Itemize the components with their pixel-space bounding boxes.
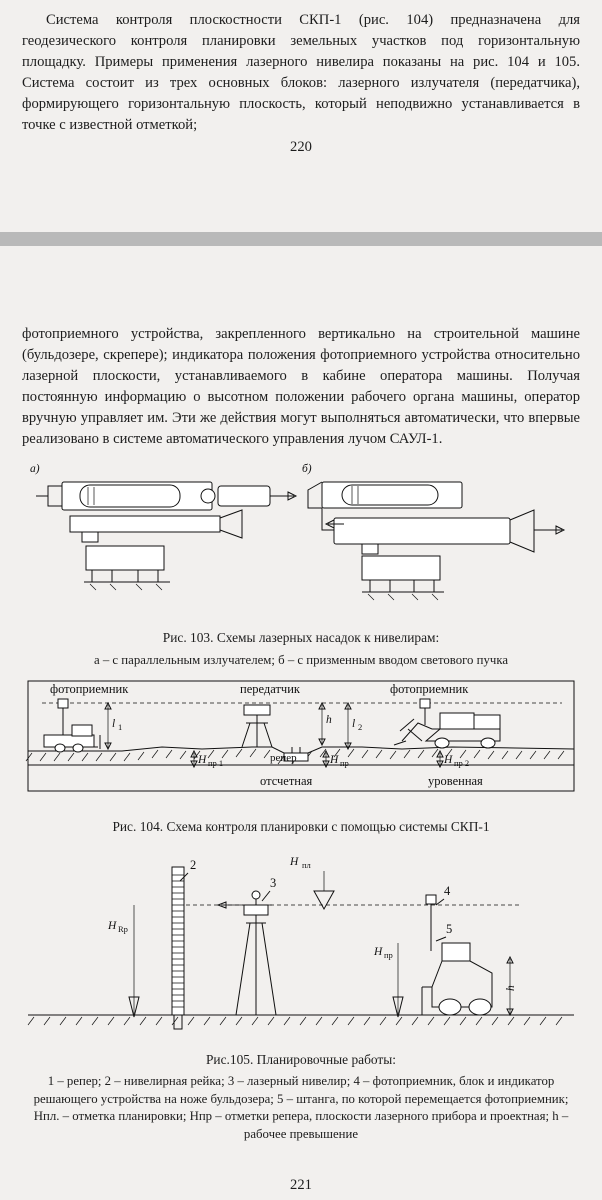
bottom-paragraph: фотоприемного устройства, закрепленного вертикально на строительной машине (бульдозере, скрепере); индикатора положения фотоприемного устройства относительно лазерной плоскости, устанавливаемого в кабине оператора машины. Получая постоянную информацию о высотном положении рабочего органа машины, оператор вручную управляет им. Эти же действия могут выполняться автоматически, что впервые реализовано в системе автоматического управления лучом САУЛ-1. bbox=[22, 326, 580, 447]
fig104-label-l1: l bbox=[112, 718, 116, 730]
figure-105-drawing bbox=[22, 847, 580, 1047]
fig105-label-4: 4 bbox=[444, 883, 451, 898]
page-top-section bbox=[0, 0, 602, 232]
fig105-label-hrp-sub: Rp bbox=[118, 923, 128, 934]
figure-103-caption-line2: а – с параллельным излучателем; б – с призменным вводом светового пучка bbox=[93, 652, 509, 667]
fig105-label-hpl-sub: пл bbox=[302, 859, 311, 870]
clipped-text-line bbox=[22, 0, 580, 10]
fig105-label-hrp: H bbox=[108, 919, 117, 932]
fig104-label-hnp1: H bbox=[198, 754, 207, 766]
fig105-label-h: h bbox=[505, 984, 517, 991]
page-number-top: 220 bbox=[290, 139, 312, 155]
figure-104-caption: Рис. 104. Схема контроля планировки с помощью системы СКП-1 bbox=[112, 819, 490, 834]
fig104-label-hnp2: H bbox=[444, 754, 453, 766]
fig104-label-bottom-right: уровенная bbox=[428, 774, 483, 788]
fig104-label-left-top: фотоприемник bbox=[50, 682, 129, 696]
figure-105-caption-body: 1 – репер; 2 – нивелирная рейка; 3 – лазерный нивелир; 4 – фотоприемник, блок и индикатор решающего устройства на ноже бульдозера; 5 – штанга, по которой перемещается фотоприемник; Hпл. – отметка планировки; Hпр – отметки репера, плоскости лазерного прибора и проектная; h – рабочее превышение bbox=[33, 1074, 569, 1141]
top-paragraph: Система контроля плоскостности СКП-1 (рис. 104) предназначена для геодезического контроля планировки земельных участков под горизонтальную площадку. Примеры применения лазерного нивелира показаны на рис. 104 и 105. Система состоит из трех основных блоков: лазерного излучателя (передатчика), формирующего горизонтальную плоскость, который неподвижно устанавливается в точке с известной отметкой; bbox=[22, 12, 580, 133]
fig105-label-hpl: H bbox=[290, 855, 299, 868]
fig105-label-5: 5 bbox=[446, 921, 453, 936]
fig104-label-h: h bbox=[326, 714, 332, 726]
fig104-label-bench: репер bbox=[270, 752, 297, 764]
fig105-label-3: 3 bbox=[270, 875, 277, 890]
fig105-label-2: 2 bbox=[190, 857, 197, 872]
figure-104 bbox=[22, 679, 580, 837]
fig104-label-l2: l bbox=[352, 718, 356, 730]
fig105-label-hpr: H bbox=[374, 945, 383, 958]
fig103-part-b bbox=[308, 482, 564, 600]
figure-103-part-a-label: а) bbox=[30, 463, 40, 475]
fig104-label-hnp1-sub: пр 1 bbox=[208, 758, 224, 768]
figure-105 bbox=[22, 847, 580, 1144]
figure-103-caption-line1: Рис. 103. Схемы лазерных насадок к нивелирам: bbox=[162, 630, 440, 645]
fig105-label-hpr-sub: пр bbox=[384, 949, 393, 960]
figure-103-drawing bbox=[22, 460, 580, 625]
page-number-bottom: 221 bbox=[290, 1177, 312, 1193]
fig104-label-l2-sub: 2 bbox=[358, 722, 363, 732]
fig104-label-bottom-left: отсчетная bbox=[260, 774, 313, 788]
fig104-label-hpr: H bbox=[330, 754, 339, 766]
page-bottom-section bbox=[0, 246, 602, 1200]
figure-103 bbox=[22, 460, 580, 669]
fig104-label-center-top: передатчик bbox=[240, 682, 300, 696]
fig104-label-l1-sub: 1 bbox=[118, 722, 123, 732]
figure-105-caption-title: Рис.105. Планировочные работы: bbox=[205, 1051, 396, 1067]
fig104-label-hnp2-sub: пр 2 bbox=[454, 758, 470, 768]
fig103-part-a bbox=[36, 482, 296, 590]
figure-103-part-b-label: б) bbox=[302, 463, 312, 475]
fig104-label-right-top: фотоприемник bbox=[390, 682, 469, 696]
fig104-label-hpr-sub: пр bbox=[340, 758, 349, 768]
figure-104-drawing bbox=[22, 679, 580, 814]
